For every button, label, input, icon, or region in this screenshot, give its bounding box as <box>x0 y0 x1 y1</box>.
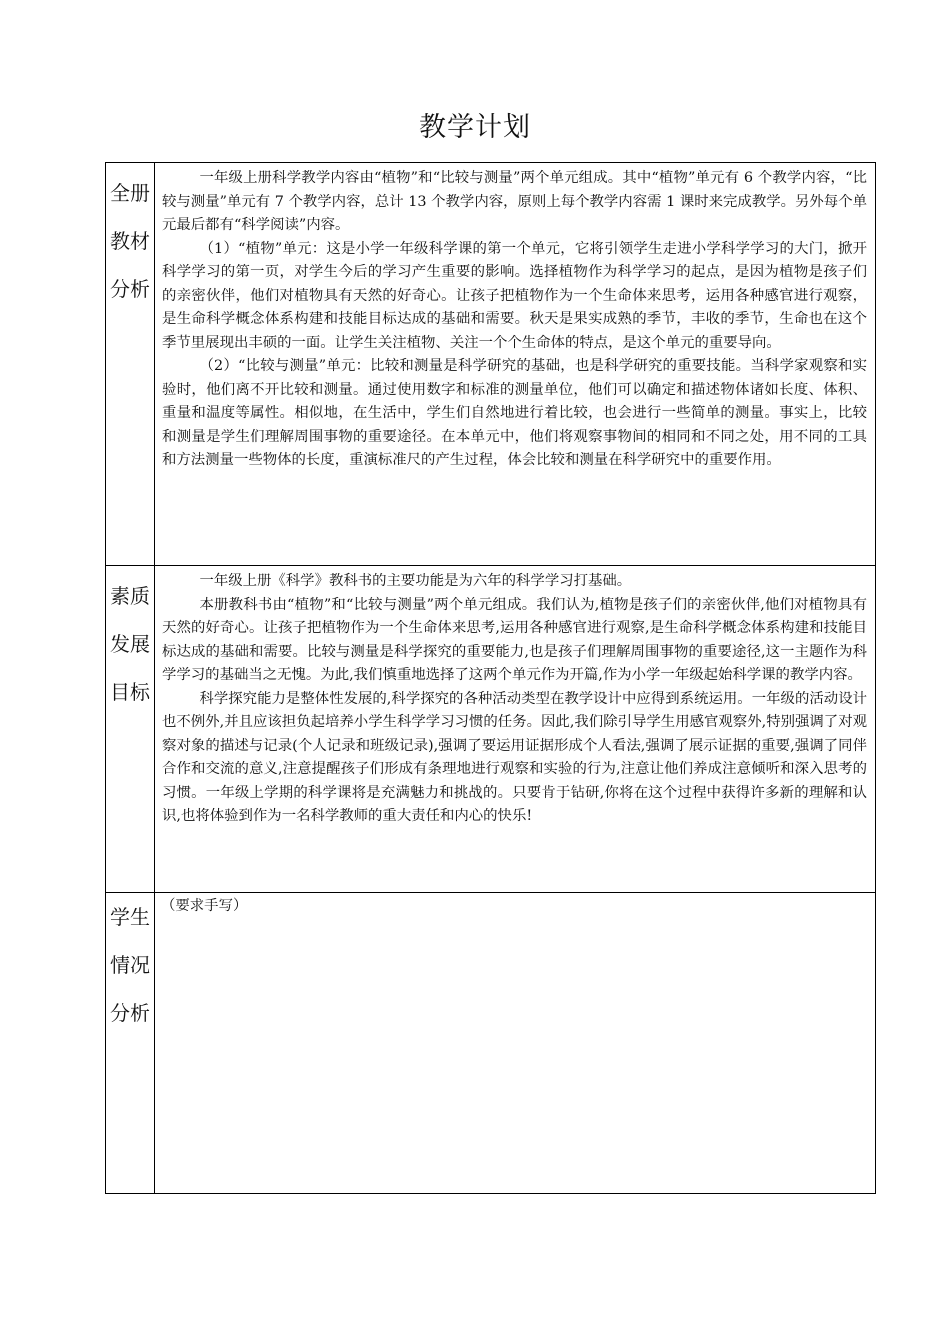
paragraph: 科学探究能力是整体性发展的,科学探究的各种活动类型在教学设计中应得到系统运用。一年级的活动设计也不例外,并且应该担负起培养小学生科学学习习惯的任务。因此,我们除引导学生用感官观察外,特别强调了对观察对象的描述与记录(个人记录和班级记录),强调了要运用证据形成个人看法,强调了展示证据的重要,强调了同伴合作和交流的意义,注意提醒孩子们形成有条理地进行观察和实验的行为,注意让他们养成注意倾听和深入思考的习惯。一年级上学期的科学课将是充满魅力和挑战的。只要肯于钻研,你将在这个过程中获得许多新的理解和认识,也将体验到作为一名科学教师的重大责任和内心的快乐! <box>162 690 867 824</box>
paragraph: （2）“比较与测量”单元：比较和测量是科学研究的基础，也是科学研究的重要技能。当科学家观察和实验时，他们离不开比较和测量。通过使用数字和标准的测量单位，他们可以确定和描述物体诸如长度、体积、重量和温度等属性。相似地，在生活中，学生们自然地进行着比较，也会进行一些简单的测量。事实上，比较和测量是学生们理解周围事物的重要途径。在本单元中，他们将观察事物间的相同和不同之处，用不同的工具和方法测量一些物体的长度，重演标准尺的产生过程，体会比较和测量在科学研究中的重要作用。 <box>162 358 867 468</box>
section-label-cell <box>106 566 155 893</box>
paragraph: （1）“植物”单元：这是小学一年级科学课的第一个单元，它将引领学生走进小学科学学习的大门，掀开科学学习的第一页，对学生今后的学习产生重要的影响。选择植物作为科学学习的起点，是因为植物是孩子们的亲密伙伴，他们对植物具有天然的好奇心。让孩子把植物作为一个生命体来思考，运用各种感官进行观察，是生命科学概念体系构建和技能目标达成的基础和需要。秋天是果实成熟的季节，丰收的季节，生命也在这个季节里展现出丰硕的一面。让学生关注植物、关注一个个生命体的特点，是这个单元的重要导向。 <box>162 240 867 351</box>
handwrite-note: （要求手写） <box>161 898 248 914</box>
paragraph: 本册教科书由“植物”和“比较与测量”两个单元组成。我们认为,植物是孩子们的亲密伙伴,他们对植物具有天然的好奇心。让孩子把植物作为一个生命体来思考,运用各种感官进行观察,是生命科学概念体系构建和技能目标达成的基础和需要。比较与测量是科学探究的重要能力,也是孩子们理解周围事物的重要途径,这一主题作为科学学习的基础当之无愧。为此,我们慎重地选择了这两个单元作为开篇,作为小学一年级起始科学课的教学内容。 <box>162 596 867 683</box>
page-title: 教学计划 <box>419 112 531 143</box>
table-row <box>106 163 876 566</box>
section-content-cell <box>155 566 876 893</box>
section-label-cell <box>106 893 155 1194</box>
paragraph: 一年级上册《科学》教科书的主要功能是为六年的科学学习打基础。 <box>199 573 632 589</box>
paragraph: 一年级上册科学教学内容由“植物”和“比较与测量”两个单元组成。其中“植物”单元有 6 个教学内容，“比较与测量”单元有 7 个教学内容，总计 13 个教学内容，原则上每个教学内容需 1 课时来完成教学。另外每个单元最后都有“科学阅读”内容。 <box>162 170 867 233</box>
section-content-cell <box>155 163 876 566</box>
section-label-cell <box>106 163 155 566</box>
section-label: 全册教材分析 <box>110 181 150 301</box>
teaching-plan-table <box>105 162 876 1194</box>
section-label: 学生情况分析 <box>110 905 150 1025</box>
section-content-cell <box>155 893 876 1194</box>
table-row <box>106 893 876 1194</box>
table-row <box>106 566 876 893</box>
section-label: 素质发展目标 <box>110 584 150 704</box>
